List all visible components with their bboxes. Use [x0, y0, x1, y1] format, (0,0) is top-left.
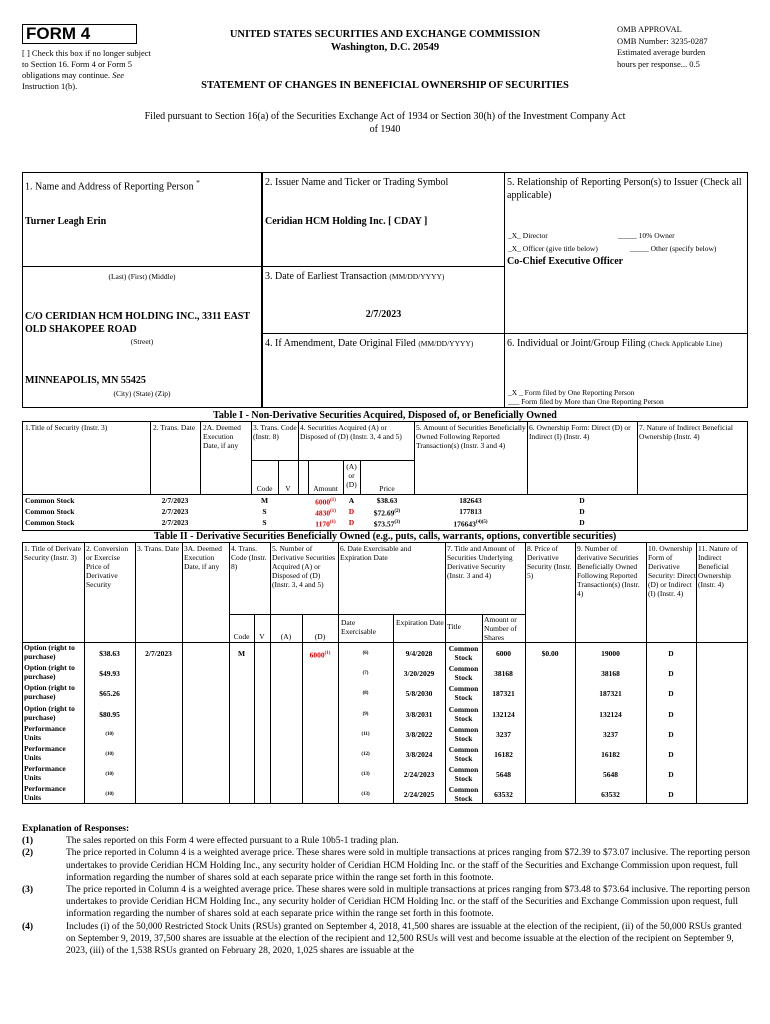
t2-row-title: Performance Units — [24, 723, 66, 742]
t2-row-exercisable: (9) — [362, 711, 369, 717]
t2-row-owned: 3237 — [603, 729, 618, 739]
footnote-text: The price reported in Column 4 is a weighted average price. These shares were sold in multiple transactions at prices ranging from $73.48 to $73.64 inclusive. The reporting person undertakes to provide Ceridian HCM Holding Inc., any security holder of Ceridian HCM Holding Inc. or the staff of the Securities and Exchange Commission upon request, full information regarding the number of shares sold at each separate price within the range set forth in this footnote. — [66, 885, 750, 920]
t2-row-exercisable: (12) — [361, 752, 370, 757]
t2-row-price: $49.93 — [99, 669, 120, 679]
t1-row-title: Common Stock — [25, 507, 75, 516]
t2-h3: 3. Trans. Date — [137, 544, 180, 553]
form-title: FORM 4 — [22, 24, 137, 44]
t2-row-form: D — [668, 709, 674, 719]
t2-row-shares: 6000 — [496, 649, 511, 658]
t1-row-title: Common Stock — [25, 496, 75, 505]
t2-h11: 11. Nature of Indirect Beneficial Ownership (Instr. 4) — [698, 544, 738, 589]
t2-row-title: Performance Units — [24, 744, 66, 762]
footnote-number: (2) — [22, 848, 34, 859]
t2-h-d: (D) — [314, 632, 326, 641]
explanation-title: Explanation of Responses: — [22, 824, 130, 834]
t2-row-sec-title: Common Stock — [448, 704, 479, 723]
footnote-text: The sales reported on this Form 4 were effected pursuant to a Rule 10b5-1 trading plan. — [66, 836, 399, 847]
t2-row-expiration: 3/20/2029 — [403, 669, 435, 679]
box3-label: 3. Date of Earliest Transaction (MM/DD/YYYY) — [265, 271, 445, 282]
t2-row-owned: 5648 — [603, 770, 618, 780]
table1-title: Table I - Non-Derivative Securities Acquired, Disposed of, or Beneficially Owned — [213, 410, 557, 421]
t2-h-date-ex: Date Exercisable — [341, 618, 376, 636]
t2-h-v: V — [259, 632, 265, 641]
box2-label: 2. Issuer Name and Ticker or Trading Symbol — [265, 177, 449, 188]
t1-row-title: Common Stock — [25, 518, 75, 527]
t1-row-price — [360, 518, 414, 529]
t2-row-shares: 5648 — [496, 770, 511, 780]
t2-row-form: D — [668, 750, 674, 759]
reporting-city: MINNEAPOLIS, MN 55425 — [25, 375, 146, 386]
t1-h6: 6. Ownership Form: Direct (D) or Indirect (I) (Instr. 4) — [529, 423, 631, 441]
t1-h1: 1.Title of Security (Instr. 3) — [25, 423, 108, 432]
footnote-number: (1) — [22, 836, 34, 847]
footnote-number: (4) — [22, 921, 34, 932]
footnote-number: (3) — [22, 885, 34, 896]
t2-h2: 2. Conversion or Exercise Price of Derivative Security — [86, 544, 129, 589]
t1-h2: 2. Trans. Date — [153, 423, 196, 432]
t1-h2a: 2A. Deemed Execution Date, if any — [203, 423, 241, 450]
street-label: (Street) — [130, 337, 154, 346]
t1-row-code: S — [262, 507, 267, 516]
t1-h-v: V — [285, 484, 291, 493]
t2-row-d — [302, 649, 338, 660]
t2-row-expiration: 5/8/2030 — [405, 689, 433, 699]
t1-h5: 5. Amount of Securities Beneficially Owned Following Reported Transaction(s) (Instr. 3 and 4) — [416, 423, 526, 450]
t1-row-price-value: $38.63 — [376, 496, 398, 505]
t2-row-form: D — [668, 669, 674, 679]
t1-row-owned-value: 177813 — [459, 507, 482, 516]
agency-title: UNITED STATES SECURITIES AND EXCHANGE COMMISSION Washington, D.C. 20549 — [229, 29, 541, 53]
footnote-ref: (1) — [330, 509, 336, 514]
t2-row-sec-title: Common Stock — [448, 644, 479, 662]
t2-row-expiration: 2/24/2023 — [403, 770, 435, 780]
footnote-ref: (3) — [394, 520, 401, 525]
t1-row-date: 2/7/2023 — [161, 507, 189, 516]
t2-row-price: (10) — [105, 731, 114, 737]
t2-row-code: M — [237, 649, 246, 658]
t2-row-form: D — [668, 729, 674, 739]
t1-row-form: D — [579, 496, 585, 505]
t2-h1: 1. Title of Derivate Security (Instr. 3) — [24, 544, 82, 562]
footnote-ref: (4)(5) — [475, 520, 488, 525]
t1-row-amount-value: 4830 — [315, 508, 331, 518]
t2-row-exercisable: (7) — [362, 671, 369, 677]
t2-row-sec-title: Common Stock — [448, 765, 479, 784]
t1-row-ad: D — [348, 507, 355, 516]
t2-row-shares: 132124 — [492, 709, 515, 719]
t2-row-price: $80.95 — [99, 709, 120, 719]
t2-row-owned: 38168 — [601, 669, 620, 679]
t2-row-sec-title: Common Stock — [448, 724, 479, 743]
box5-label: 5. Relationship of Reporting Person(s) to Issuer (Check all applicable) — [507, 177, 742, 201]
t1-row-amount — [308, 518, 343, 529]
t1-row-ad: D — [348, 518, 355, 527]
t2-row-owned: 16182 — [601, 750, 620, 759]
filed-pursuant: Filed pursuant to Section 16(a) of the Securities Exchange Act of 1934 or Section 30(h) of the Investment Company Act of 1940 — [144, 111, 626, 135]
t2-row-title: Option (right to purchase) — [24, 663, 75, 682]
t1-row-price — [360, 496, 414, 505]
t2-h10: 10. Ownership Form of Derivative Security: Direct (D) or Indirect (I) (Instr. 4) — [648, 544, 696, 598]
t2-row-shares: 187321 — [492, 689, 515, 699]
t2-h-code: Code — [233, 632, 250, 641]
t2-row-owned: 63532 — [601, 790, 620, 800]
city-fields: (City) (State) (Zip) — [113, 389, 171, 398]
t1-h-price: Price — [379, 484, 395, 493]
t2-row-expiration: 3/8/2024 — [405, 750, 433, 759]
t2-row-exercisable: (11) — [361, 731, 370, 737]
rel-10pct: _____ 10% Owner — [618, 231, 675, 240]
t2-row-shares: 63532 — [494, 790, 513, 800]
t2-row-exercisable: (13) — [361, 772, 370, 778]
t1-h7: 7. Nature of Indirect Beneficial Ownership (Instr. 4) — [639, 423, 733, 441]
t1-row-amount-value: 1170 — [315, 519, 330, 529]
reporting-name: Turner Leagh Erin — [25, 216, 107, 227]
t1-row-date: 2/7/2023 — [161, 518, 189, 527]
rel-director: _X_ Director — [508, 231, 548, 240]
t2-h-title: Title — [447, 622, 461, 631]
footnote-ref: (1) — [324, 651, 331, 656]
t1-row-code: M — [260, 496, 269, 505]
officer-title: Co-Chief Executive Officer — [507, 256, 624, 267]
footnote-item — [22, 835, 752, 847]
explanation — [22, 823, 752, 957]
box6-label: 6. Individual or Joint/Group Filing (Check Applicable Line) — [507, 338, 723, 349]
t1-row-amount — [308, 507, 343, 518]
footnote-text: The price reported in Column 4 is a weighted average price. These shares were sold in multiple transactions at prices ranging from $72.39 to $73.07 inclusive. The reporting person undertakes to provide Ceridian HCM Holding Inc., any security holder of Ceridian HCM Holding Inc. or the staff of the Securities and Exchange Commission upon request, full information regarding the number of shares sold at each separate price within the range set forth in this footnote. — [66, 848, 750, 883]
check-box-notice: [ ] Check this box if no longer subject to Section 16. Form 4 or Form 5 obligations may continue. See Instruction 1(b). — [22, 48, 151, 91]
t2-row-shares: 16182 — [494, 750, 513, 759]
t2-row-price: $38.63 — [99, 649, 120, 658]
statement-title: STATEMENT OF CHANGES IN BENEFICIAL OWNERSHIP OF SECURITIES — [201, 80, 569, 91]
t2-row-exercisable: (6) — [362, 651, 369, 656]
footnote-item — [22, 884, 752, 921]
box4-label: 4. If Amendment, Date Original Filed (MM/DD/YYYY) — [265, 338, 474, 349]
filing-more: ___ Form filed by More than One Reporting Person — [508, 397, 664, 406]
t1-row-code: S — [262, 518, 267, 527]
t2-h4: 4. Trans. Code (Instr. 8) — [231, 544, 267, 571]
footnote-ref: (2) — [394, 509, 401, 514]
t1-row-amount-value: 6000 — [315, 497, 331, 507]
t2-row-owned: 187321 — [599, 689, 622, 699]
t2-row-title: Option (right to purchase) — [24, 643, 75, 661]
t2-row-expiration: 9/4/2028 — [405, 649, 433, 658]
table2-title: Table II - Derivative Securities Beneficially Owned (e.g., puts, calls, warrants, options, convertible securities) — [153, 531, 617, 542]
t1-row-form: D — [579, 507, 585, 516]
t1-row-ad: A — [348, 496, 355, 505]
t1-row-owned — [414, 496, 527, 505]
t1-row-amount — [308, 496, 343, 507]
t2-row-title: Option (right to purchase) — [24, 683, 75, 702]
t2-row-sec-title: Common Stock — [448, 785, 479, 804]
footnote-ref: (1) — [330, 498, 336, 503]
t2-row-exercisable: (13) — [361, 792, 370, 798]
t1-h3: 3. Trans. Code (Instr. 8) — [253, 423, 297, 441]
t1-row-form: D — [579, 518, 585, 527]
footnote-ref: (1) — [329, 520, 336, 525]
t2-row-price: (10) — [105, 752, 114, 757]
t2-row-expiration: 3/8/2022 — [405, 729, 433, 739]
t2-row-d-value: 6000 — [309, 650, 325, 660]
t2-h9: 9. Number of derivative Securities Beneficially Owned Following Reported Transaction(s) (Instr. 4) — [577, 544, 640, 598]
t2-row-title: Performance Units — [24, 784, 66, 803]
t1-row-owned — [414, 518, 527, 529]
t2-h7: 7. Title and Amount of Securities Underlying Derivative Security (Instr. 3 and 4) — [447, 544, 516, 580]
t2-row-form: D — [668, 770, 674, 780]
t1-row-owned-value: 176643 — [453, 519, 476, 529]
t2-row-sec-title: Common Stock — [448, 664, 479, 683]
t2-row-deriv-price: $0.00 — [541, 649, 559, 658]
t2-row-form: D — [668, 689, 674, 699]
t2-row-owned: 132124 — [599, 709, 622, 719]
name-fields: (Last) (First) (Middle) — [108, 272, 176, 281]
footnote-text: Includes (i) of the 50,000 Restricted Stock Units (RSUs) granted on September 4, 2018, 41,500 shares are issuable at the election of the recipient, (ii) of the 50,000 RSUs granted on September 9, 2019, 37,500 shares are issuable at the election of the recipient and 12,500 RSUs will vest and become issuable at the election of the recipient on September 9, 2023, (iii) of the 1,538 RSUs granted on February 28, 2020, 1,025 shares are issuable at the — [66, 921, 742, 957]
footnote-item — [22, 921, 752, 958]
t1-h-aord: (A) or (D) — [346, 462, 357, 489]
box-reporting-person — [22, 172, 262, 408]
filing-one: _X _ Form filed by One Reporting Person — [508, 388, 635, 397]
rel-other: _____ Other (specify below) — [630, 244, 717, 253]
t1-h-amount: Amount — [313, 484, 338, 493]
t1-row-owned — [414, 507, 527, 516]
rel-officer: _X_ Officer (give title below) — [508, 244, 598, 253]
t2-h-a: (A) — [280, 632, 292, 641]
t2-row-shares: 38168 — [494, 669, 513, 679]
t2-h-amt: Amount or Number of Shares — [484, 615, 517, 642]
t2-row-title: Performance Units — [24, 764, 66, 783]
t2-h8: 8. Price of Derivative Security (Instr. 5) — [527, 544, 572, 580]
reporting-address: C/O CERIDIAN HCM HOLDING INC., 3311 EAST OLD SHAKOPEE ROAD — [25, 311, 250, 335]
footnote-item — [22, 847, 752, 884]
t2-row-price: (10) — [105, 772, 114, 778]
omb-approval: OMB APPROVAL OMB Number: 3235-0287 Estimated average burden hours per response... 0.5 — [617, 24, 708, 69]
t2-h6: 6. Date Exercisable and Expiration Date — [340, 544, 412, 562]
t2-row-price: $65.26 — [99, 689, 120, 699]
t2-row-price: (10) — [105, 792, 114, 798]
t2-h3a: 3A. Deemed Execution Date, if any — [184, 544, 222, 571]
t2-row-shares: 3237 — [496, 729, 511, 739]
t2-row-sec-title: Common Stock — [448, 684, 479, 703]
t2-h5: 5. Number of Derivative Securities Acquired (A) or Disposed of (D) (Instr. 3, 4 and 5) — [272, 544, 336, 589]
t1-row-price-value: $73.57 — [373, 519, 395, 529]
t2-row-expiration: 2/24/2025 — [403, 790, 435, 800]
t2-row-title: Option (right to purchase) — [24, 703, 75, 722]
t1-row-price — [360, 507, 414, 518]
t2-row-form: D — [668, 790, 674, 800]
t1-row-price-value: $72.69 — [373, 508, 395, 518]
t2-h-exp: Expiration Date — [396, 618, 444, 627]
earliest-date: 2/7/2023 — [365, 309, 402, 320]
t2-row-form: D — [668, 649, 674, 658]
t1-row-date: 2/7/2023 — [161, 496, 189, 505]
box1-label: 1. Name and Address of Reporting Person * — [25, 178, 200, 193]
t2-row-sec-title: Common Stock — [448, 745, 479, 763]
t2-row-owned: 19000 — [601, 649, 620, 658]
t1-h4: 4. Securities Acquired (A) or Disposed of (D) (Instr. 3, 4 and 5) — [300, 423, 402, 441]
issuer-name: Ceridian HCM Holding Inc. [ CDAY ] — [265, 216, 428, 227]
t2-row-expiration: 3/8/2031 — [405, 709, 433, 719]
t1-row-owned-value: 182643 — [459, 496, 482, 505]
t2-row-date: 2/7/2023 — [145, 649, 172, 658]
t1-h-code: Code — [256, 484, 273, 493]
t2-row-exercisable: (8) — [362, 691, 369, 697]
